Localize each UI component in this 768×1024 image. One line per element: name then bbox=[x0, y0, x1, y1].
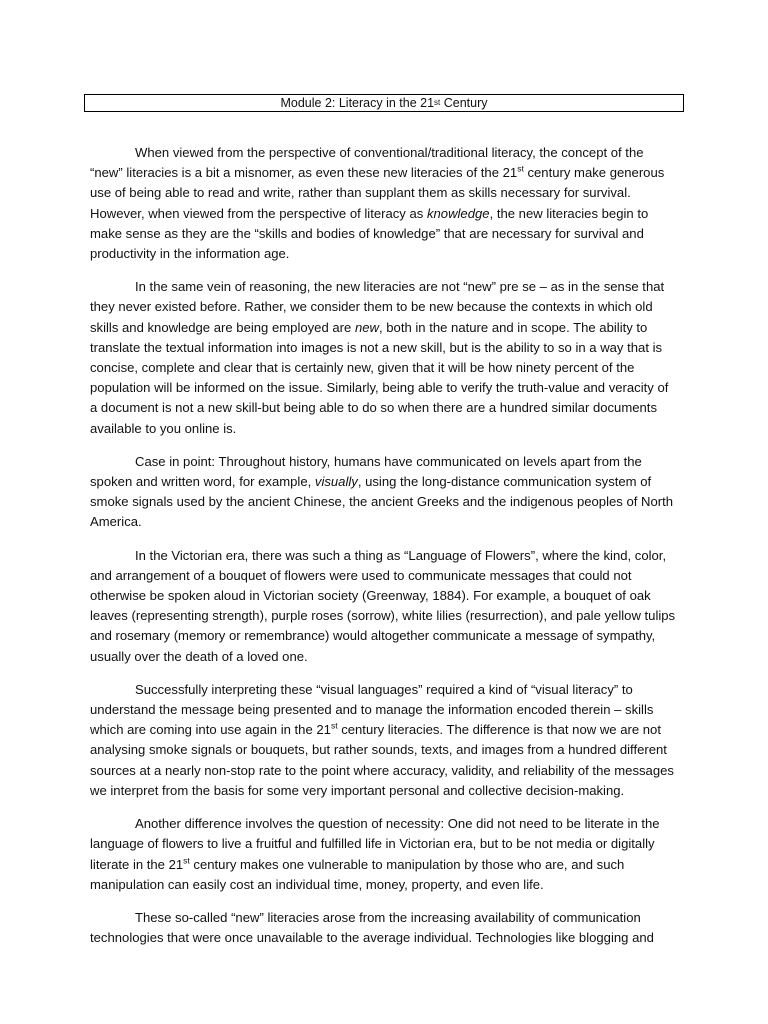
p3-text-a: Case in point: Throughout history, humans have communicated on levels apart from the spoken and written word, for example, bbox=[90, 453, 642, 490]
paragraph-3 bbox=[90, 452, 676, 533]
p6-superscript: st bbox=[183, 855, 190, 866]
p7-text-a: These so-called “new” literacies arose from the increasing availability of communication technologies that were once unavailable to the average individual. Technologies like blogging and bbox=[90, 909, 654, 946]
p1-emphasis: knowledge bbox=[426, 205, 490, 221]
p1-text-a: When viewed from the perspective of conventional/traditional literacy, the concept of the “new” literacies is a bit a misnomer, as even these new literacies of the 21 bbox=[90, 145, 644, 181]
paragraph-7 bbox=[90, 908, 676, 948]
p2-text-a: In the same vein of reasoning, the new literacies are not “new” pre se – as in the sense that they never existed before. Rather, we consider them to be new because the contexts in which old skills and knowledge are being employed are bbox=[90, 279, 665, 335]
p6-text-a: Another difference involves the question of necessity: One did not need to be literate in the language of flowers to live a fruitful and fulfilled life in Victorian era, but to be not media or digitally literate in the 21 bbox=[90, 816, 660, 872]
p3-emphasis: visually bbox=[314, 474, 358, 490]
paragraph-4 bbox=[90, 546, 676, 667]
paragraph-5 bbox=[90, 680, 676, 801]
p3-text-b: , using the long-distance communication system of smoke signals used by the ancient Chinese, the ancient Greeks and the indigenous peoples of North America. bbox=[90, 474, 674, 530]
p4-text-a: In the Victorian era, there was such a thing as “Language of Flowers”, where the kind, color, and arrangement of a bouquet of flowers were used to communicate messages that could not otherwise be spoken aloud in Victorian society (Greenway, 1884). For example, a bouquet of oak leaves (representing strength), purple roses (sorrow), white lilies (resurrection), and pale yellow tulips and rosemary (memory or remembrance) would altogether communicate a message of sympathy, usually over the death of a loved one. bbox=[90, 547, 676, 664]
p6-text-b: century makes one vulnerable to manipulation by those who are, and such manipulation can easily cost an individual time, money, property, and even life. bbox=[90, 856, 625, 892]
p5-text-a: Successfully interpreting these “visual languages” required a kind of “visual literacy” to understand the message being presented and to manage the information encoded therein – skills which are coming into use again in the 21 bbox=[90, 681, 654, 738]
module-title: Module 2: Literacy in the 21 st Century bbox=[84, 94, 684, 112]
p5-text-b: century literacies. The difference is that now we are not analysing smoke signals or bouquets, but rather sounds, texts, and images from a hundred different sources at a nearly non-stop rate to the point where accuracy, validity, and reliability of the messages we interpret from the basis for some very important personal and collective decision-making. bbox=[90, 722, 674, 798]
p2-emphasis: new bbox=[354, 319, 379, 335]
paragraph-2 bbox=[90, 277, 676, 439]
body-text bbox=[90, 143, 676, 961]
p1-text-c: , the new literacies begin to make sense as they are the “skills and bodies of knowledge” that are necessary for survival and productivity in the information age. bbox=[90, 205, 649, 262]
p2-text-b: , both in the nature and in scope. The ability to translate the textual information into images is not a new skill, but is the ability to so in a way that is concise, complete and clear that is certainly new, given that it will be how ninety percent of the population will be informed on the issue. Similarly, being able to verify the truth-value and veracity of a document is not a new skill-but being able to do so when there are a hundred similar documents available to you online is. bbox=[90, 319, 669, 436]
p1-superscript: st bbox=[517, 163, 524, 174]
paragraph-6 bbox=[90, 814, 676, 895]
title-text: Module 2: Literacy in the 21 bbox=[280, 95, 435, 110]
p5-superscript: st bbox=[330, 720, 338, 731]
p1-text-b: century make generous use of being able to read and write, rather than supplant them as skills necessary for survival. However, when viewed from the perspective of literacy as bbox=[90, 165, 665, 221]
title-text-suffix: Century bbox=[440, 95, 488, 110]
paragraph-1 bbox=[90, 143, 676, 264]
